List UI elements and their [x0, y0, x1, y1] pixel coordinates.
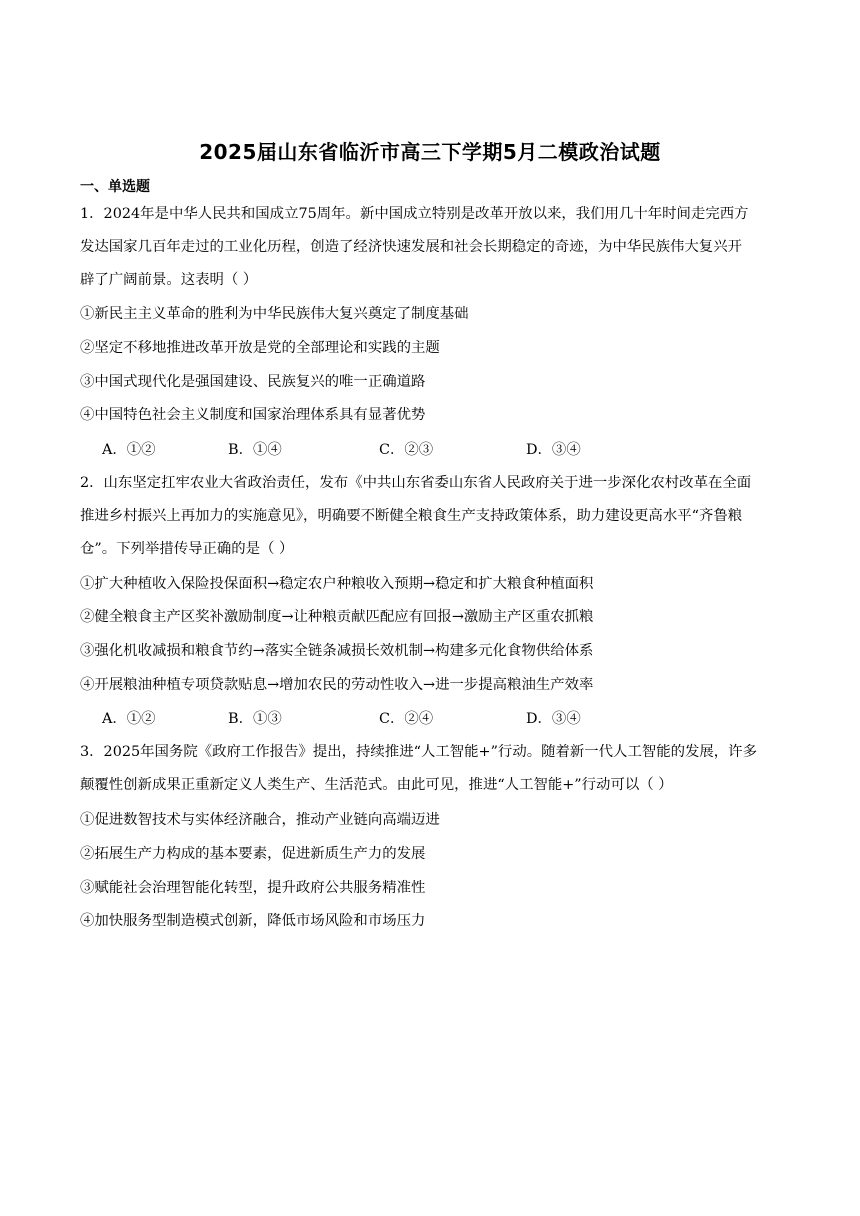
- q1-stem-line-2: 发达国家几百年走过的工业化历程，创造了经济快速发展和社会长期稳定的奇迹，为中华民族伟大复兴开: [80, 239, 742, 255]
- q3-statement-1: ①促进数智技术与实体经济融合，推动产业链向高端迈进: [80, 812, 440, 828]
- q2-statement-3: ③强化机收减损和粮食节约→落实全链条减损长效机制→构建多元化食物供给体系: [80, 643, 594, 659]
- q3-statement-4: ④加快服务型制造模式创新，降低市场风险和市场压力: [80, 913, 426, 929]
- q2-statement-2: ②健全粮食主产区奖补激励制度→让种粮贡献匹配应有回报→激励主产区重农抓粮: [80, 609, 594, 625]
- q1-option-c: C．②③: [379, 442, 434, 458]
- q1-stem-line-1: 1．2024年是中华人民共和国成立75周年。新中国成立特别是改革开放以来，我们用几十年时间走完西方: [80, 206, 749, 222]
- q2-statement-1: ①扩大种植收入保险投保面积→稳定农户种粮收入预期→稳定和扩大粮食种植面积: [80, 576, 594, 592]
- q1-statement-3: ③中国式现代化是强国建设、民族复兴的唯一正确道路: [80, 374, 426, 390]
- q3-statement-3: ③赋能社会治理智能化转型，提升政府公共服务精准性: [80, 880, 426, 896]
- q2-stem-line-2: 推进乡村振兴上再加力的实施意见》，明确要不断健全粮食生产支持政策体系，助力建设更高水平“齐鲁粮: [80, 508, 743, 524]
- q2-option-b: B．①③: [228, 711, 282, 727]
- q1-option-a: A．①②: [102, 442, 156, 458]
- q2-stem-line-1: 2．山东坚定扛牢农业大省政治责任，发布《中共山东省委山东省人民政府关于进一步深化农村改革在全面: [80, 475, 752, 491]
- q3-stem-line-1: 3．2025年国务院《政府工作报告》提出，持续推进“人工智能+”行动。随着新一代人工智能的发展，许多: [80, 744, 757, 760]
- section-heading: 一、单选题: [80, 179, 150, 195]
- q2-stem-line-3: 仓”。下列举措传导正确的是（ ）: [80, 541, 294, 557]
- q1-option-d: D．③④: [526, 442, 581, 458]
- q2-option-d: D．③④: [526, 711, 581, 727]
- q1-statement-4: ④中国特色社会主义制度和国家治理体系具有显著优势: [80, 407, 426, 423]
- document-title: 2025届山东省临沂市高三下学期5月二模政治试题: [199, 140, 661, 164]
- q2-option-c: C．②④: [379, 711, 434, 727]
- q3-statement-2: ②拓展生产力构成的基本要素，促进新质生产力的发展: [80, 846, 426, 862]
- q1-statement-2: ②坚定不移地推进改革开放是党的全部理论和实践的主题: [80, 340, 440, 356]
- q2-statement-4: ④开展粮油种植专项贷款贴息→增加农民的劳动性收入→进一步提高粮油生产效率: [80, 677, 594, 693]
- q1-option-b: B．①④: [228, 442, 282, 458]
- q2-option-a: A．①②: [102, 711, 156, 727]
- q1-statement-1: ①新民主主义革命的胜利为中华民族伟大复兴奠定了制度基础: [80, 306, 469, 322]
- q3-stem-line-2: 颠覆性创新成果正重新定义人类生产、生活范式。由此可见，推进“人工智能+”行动可以（ ）: [80, 777, 673, 793]
- q1-stem-line-3: 辟了广阔前景。这表明（ ）: [80, 272, 258, 288]
